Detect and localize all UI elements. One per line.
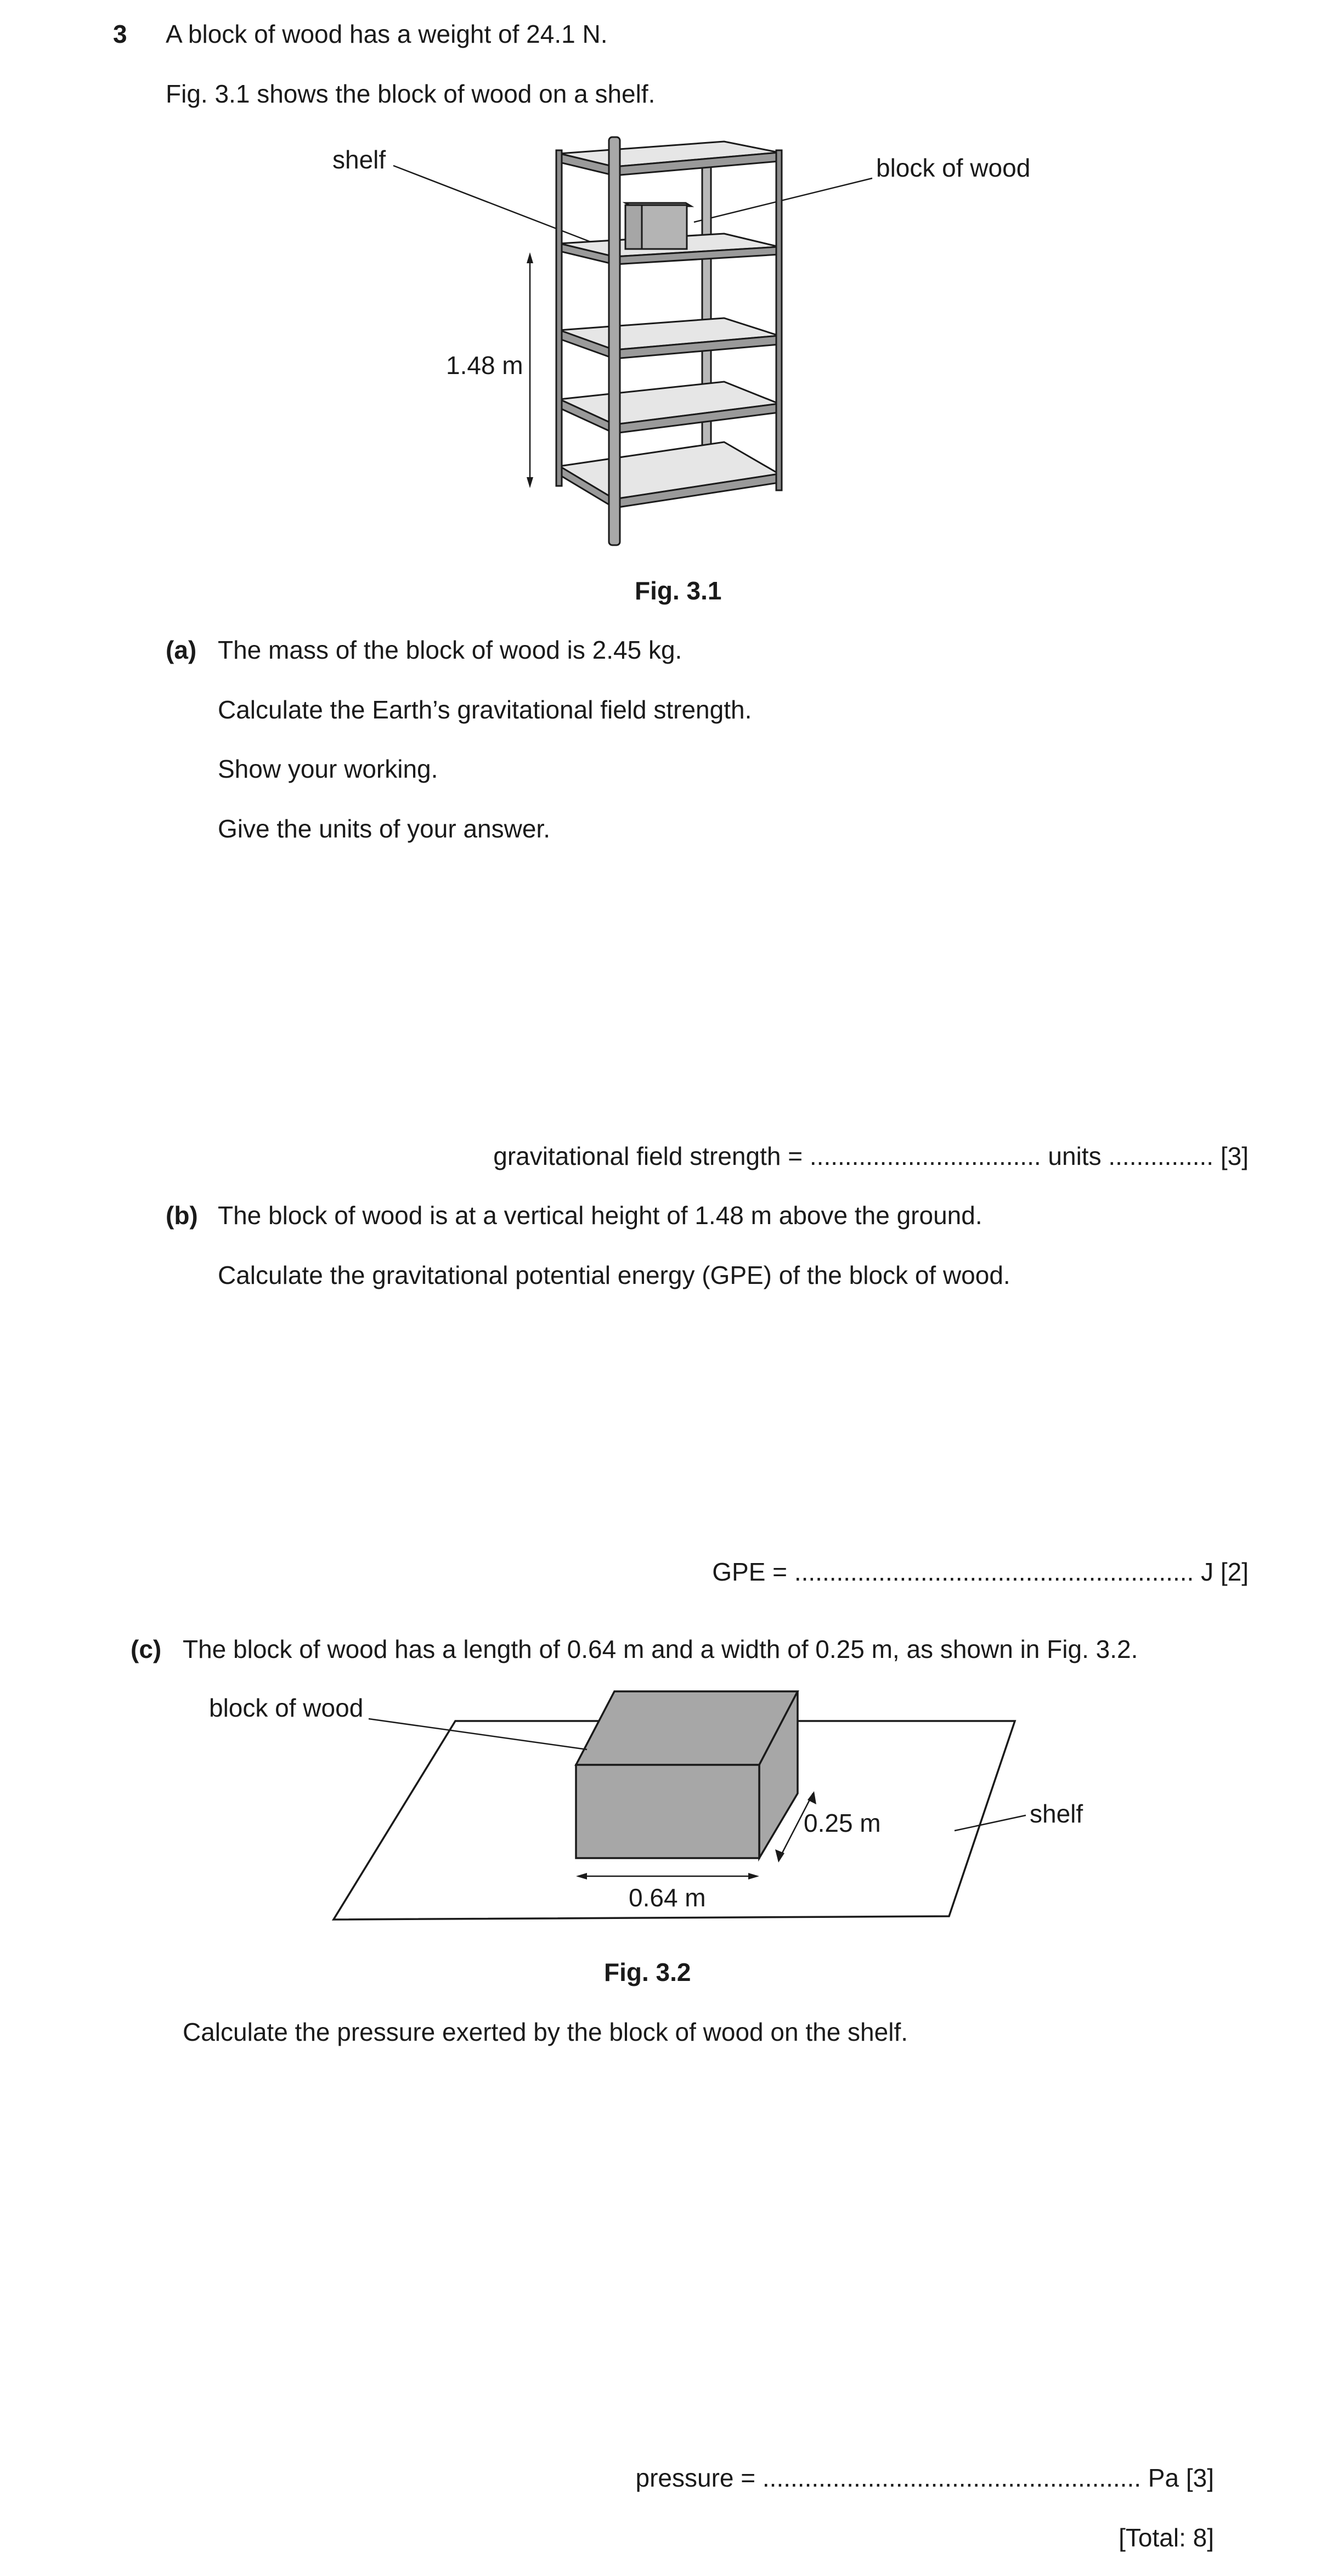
part-c-line2: Calculate the pressure exerted by the block of wood on the shelf. [183,2018,908,2046]
part-b-answer-line[interactable]: GPE = ......................................................... J [2] [712,1558,1249,1586]
part-c-line1: The block of wood has a length of 0.64 m and a width of 0.25 m, as shown in Fig. 3.2. [183,1635,1138,1663]
part-b-line2: Calculate the gravitational potential energy (GPE) of the block of wood. [218,1261,1010,1289]
fig1-label-block: block of wood [876,154,1031,182]
fig2-label-shelf: shelf [1030,1799,1083,1828]
part-a-label: (a) [166,636,197,664]
fig-3-2-block-on-shelf [203,1684,1114,1936]
part-b-label: (b) [166,1201,198,1230]
question-intro: A block of wood has a weight of 24.1 N. [166,20,608,48]
part-c-label: (c) [131,1635,162,1663]
part-b-line1: The block of wood is at a vertical height of 1.48 m above the ground. [218,1201,982,1230]
fig1-label-height: 1.48 m [446,351,523,380]
fig-3-1-shelving-unit [307,132,1086,559]
fig2-label-width: 0.25 m [804,1809,881,1837]
total-marks: [Total: 8] [1119,2523,1214,2552]
fig1-caption: Fig. 3.1 [635,576,722,605]
fig2-caption: Fig. 3.2 [604,1958,691,1986]
fig1-intro: Fig. 3.1 shows the block of wood on a shelf. [166,80,656,108]
shelf-leader-line [393,166,603,247]
fig1-label-shelf: shelf [332,145,386,174]
fig2-block-of-wood [576,1691,798,1858]
part-a-line3: Show your working. [218,755,438,783]
part-a-line2: Calculate the Earth’s gravitational field strength. [218,695,752,724]
question-number: 3 [113,20,127,48]
part-a-line1: The mass of the block of wood is 2.45 kg. [218,636,682,664]
part-c-answer-line[interactable]: pressure = ...................................................... Pa [3] [635,2464,1214,2492]
height-arrow [527,252,533,488]
fig2-label-block: block of wood [209,1694,364,1722]
fig2-label-length: 0.64 m [629,1883,706,1912]
shelving-unit [556,137,782,545]
part-a-answer-line[interactable]: gravitational field strength = ................................. units ............... [3] [493,1142,1249,1170]
block-leader-line [694,178,872,222]
fig1-block-of-wood [625,203,691,249]
part-a-line4: Give the units of your answer. [218,814,550,843]
